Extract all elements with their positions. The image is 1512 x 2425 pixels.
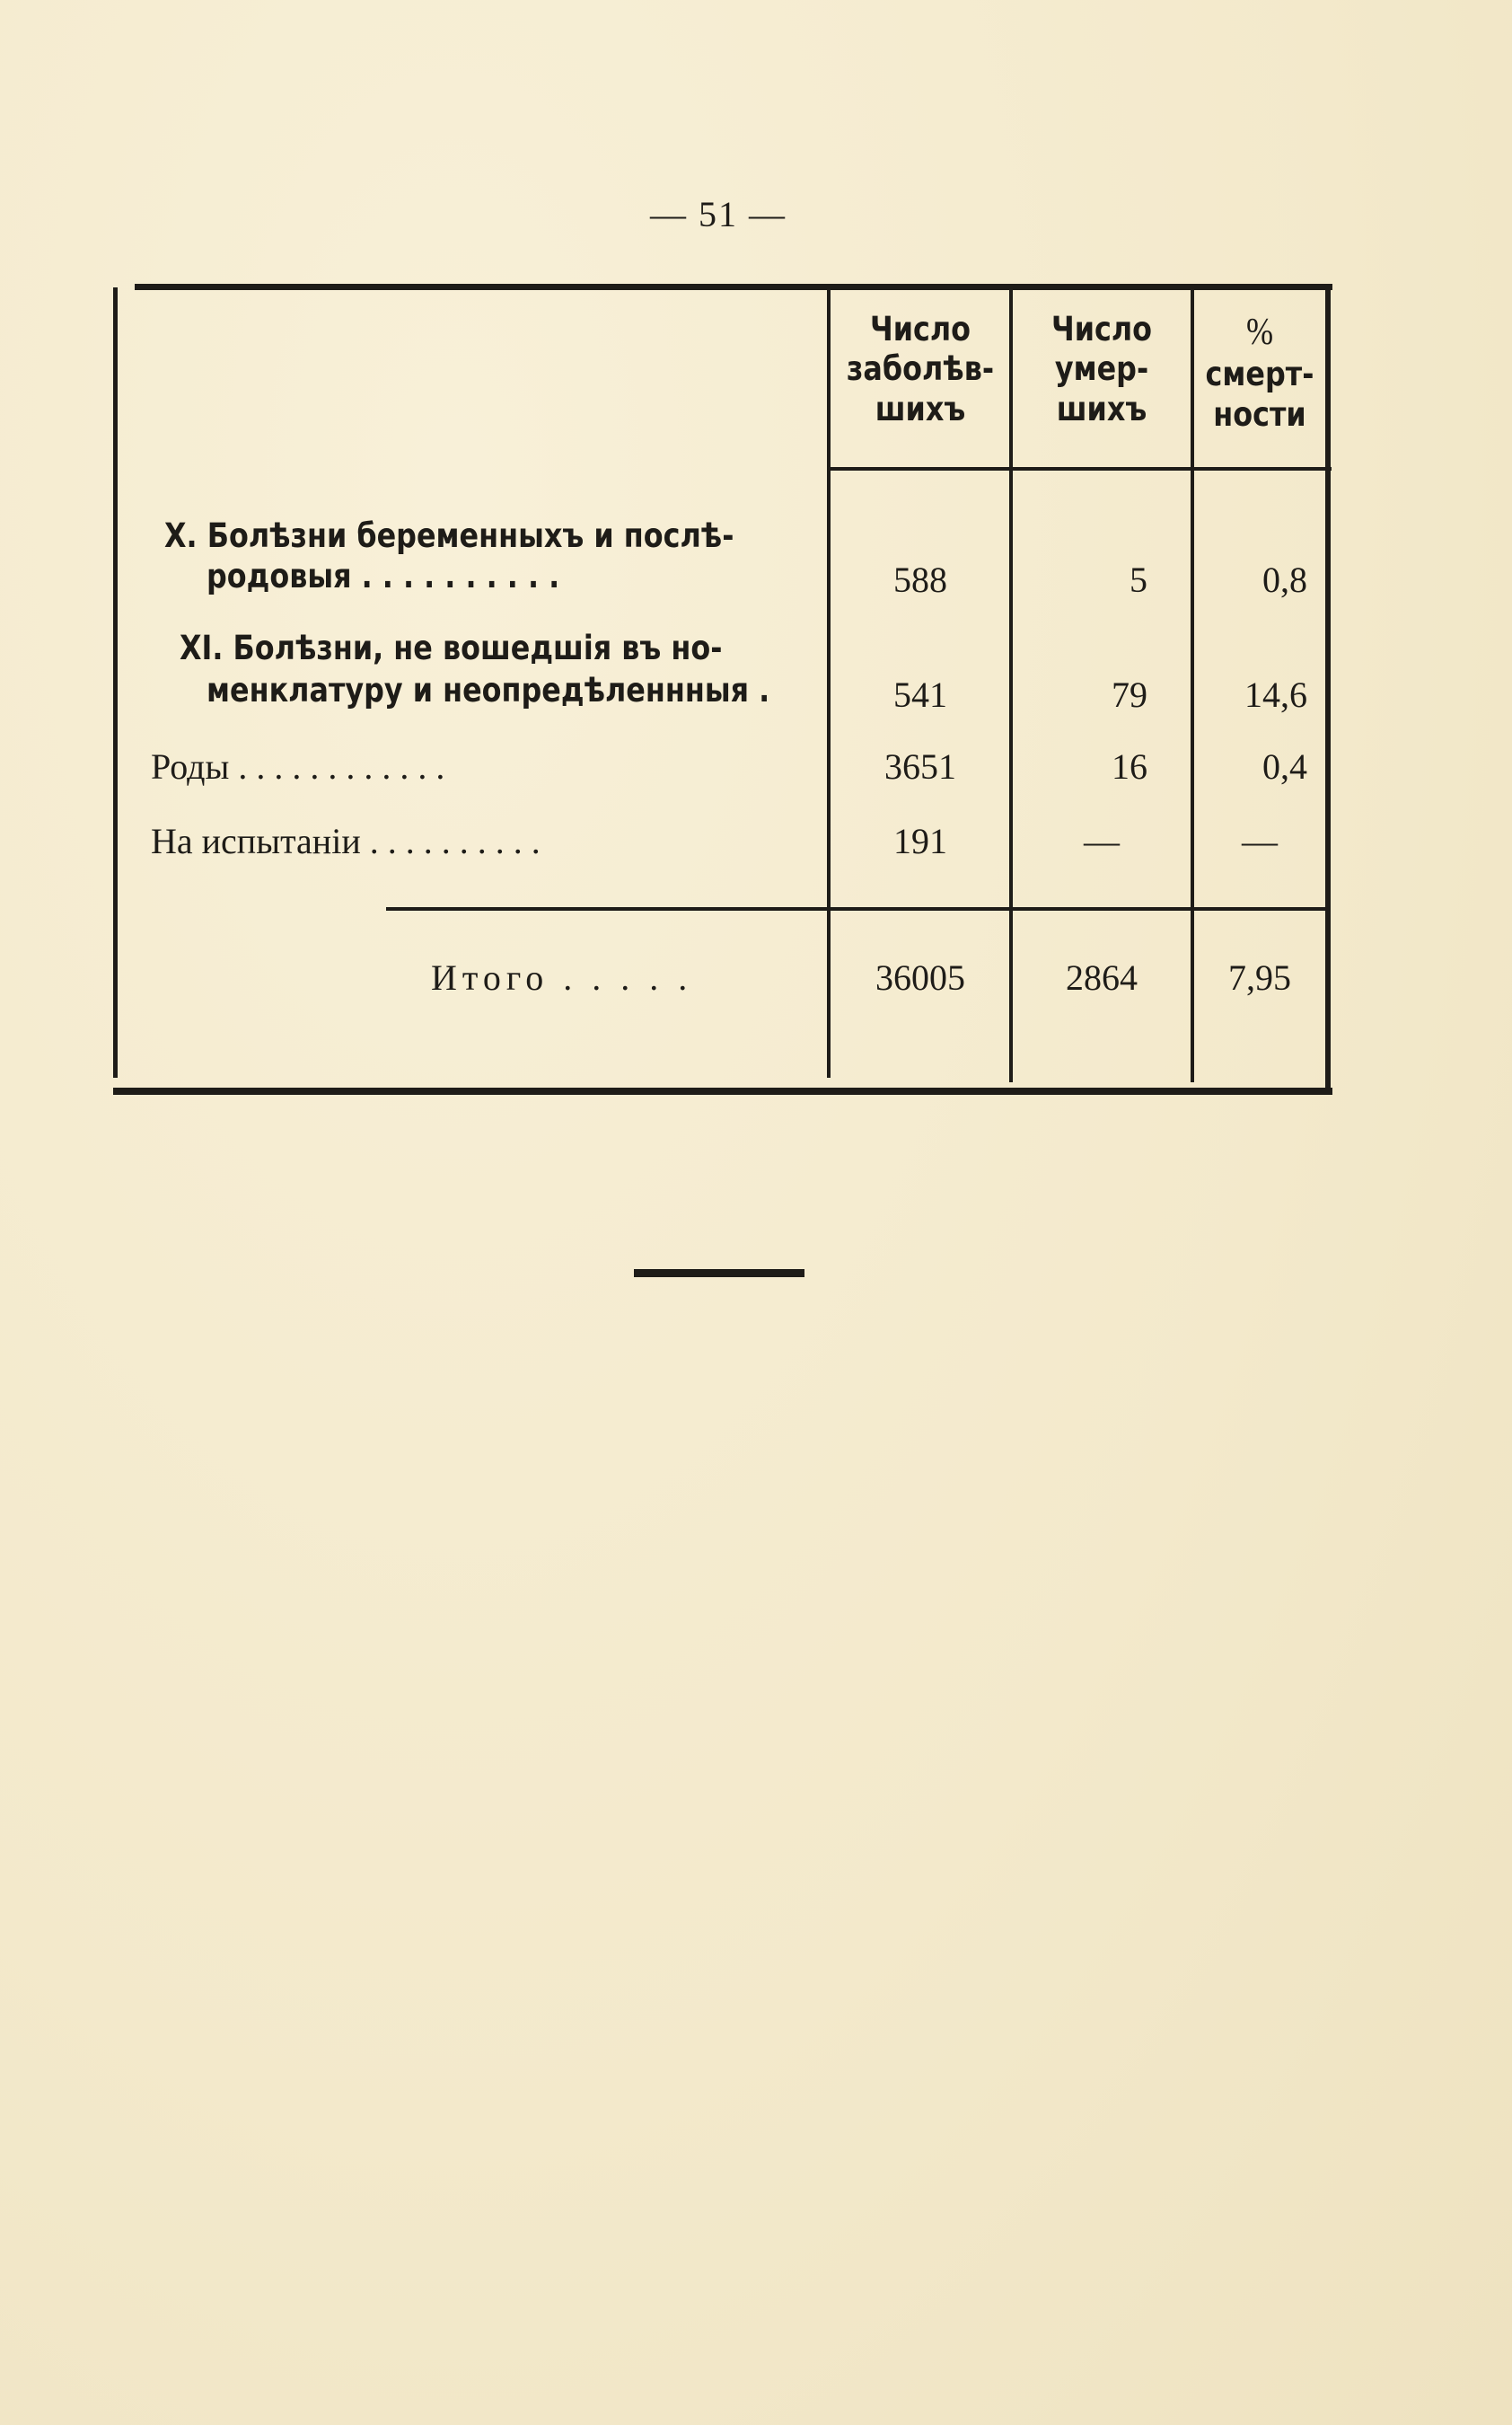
total-label: Итого . . . . . (431, 957, 693, 998)
end-rule (634, 1269, 804, 1277)
total-top-rule (386, 907, 1329, 911)
header-line: умер- (1054, 349, 1149, 389)
header-line: смерт- (1205, 355, 1314, 394)
row-label-births: Роды . . . . . . . . . . . . (151, 746, 445, 787)
header-line: шихъ (1056, 389, 1147, 428)
total-dead: 2864 (1066, 957, 1138, 998)
header-line: Число (869, 310, 971, 348)
row-observation-sick: 191 (893, 821, 947, 861)
label-line: X. Болѣзни беременныхъ и послѣ- (164, 516, 734, 555)
header-dead-count (1025, 310, 1178, 429)
table-right-border (1325, 286, 1331, 1092)
header-sick-count (843, 310, 998, 429)
row-observation-mortality: — (1242, 821, 1278, 861)
row-label-xi (180, 629, 722, 668)
header-line: % (1245, 312, 1274, 353)
row-xi-mortality: 14,6 (1244, 675, 1307, 715)
header-line: шихъ (875, 389, 966, 428)
row-births-mortality: 0,4 (1262, 746, 1307, 787)
page-number: — 51 — (650, 194, 787, 234)
row-observation-dead: — (1084, 821, 1120, 861)
header-bottom-rule (829, 467, 1332, 471)
row-births-sick: 3651 (884, 746, 956, 787)
row-label-observation: На испытаніи . . . . . . . . . . (151, 821, 541, 861)
row-births-dead: 16 (1112, 746, 1147, 787)
row-label-xi-cont (207, 671, 769, 710)
header-line: Число (1050, 310, 1153, 348)
row-x-dead: 5 (1130, 560, 1147, 600)
row-label-x-cont (207, 557, 559, 596)
header-mortality (1203, 310, 1316, 435)
total-sick: 36005 (875, 957, 965, 998)
row-x-sick: 588 (893, 560, 947, 600)
table-bottom-border (113, 1088, 1332, 1095)
table-left-border (113, 287, 118, 1078)
row-xi-dead: 79 (1112, 675, 1147, 715)
table-top-border (135, 284, 1332, 290)
row-label-x (164, 516, 734, 556)
header-line: заболѣв- (846, 349, 995, 389)
row-x-mortality: 0,8 (1262, 560, 1307, 600)
header-line: ности (1213, 394, 1306, 434)
label-line: родовыя . . . . . . . . . . (207, 557, 560, 595)
row-xi-sick: 541 (893, 675, 947, 715)
label-line: менклатуру и неопредѣленнныя . (207, 671, 770, 710)
total-mortality: 7,95 (1228, 957, 1291, 998)
label-line: XI. Болѣзни, не вошедшія въ но- (180, 629, 723, 667)
